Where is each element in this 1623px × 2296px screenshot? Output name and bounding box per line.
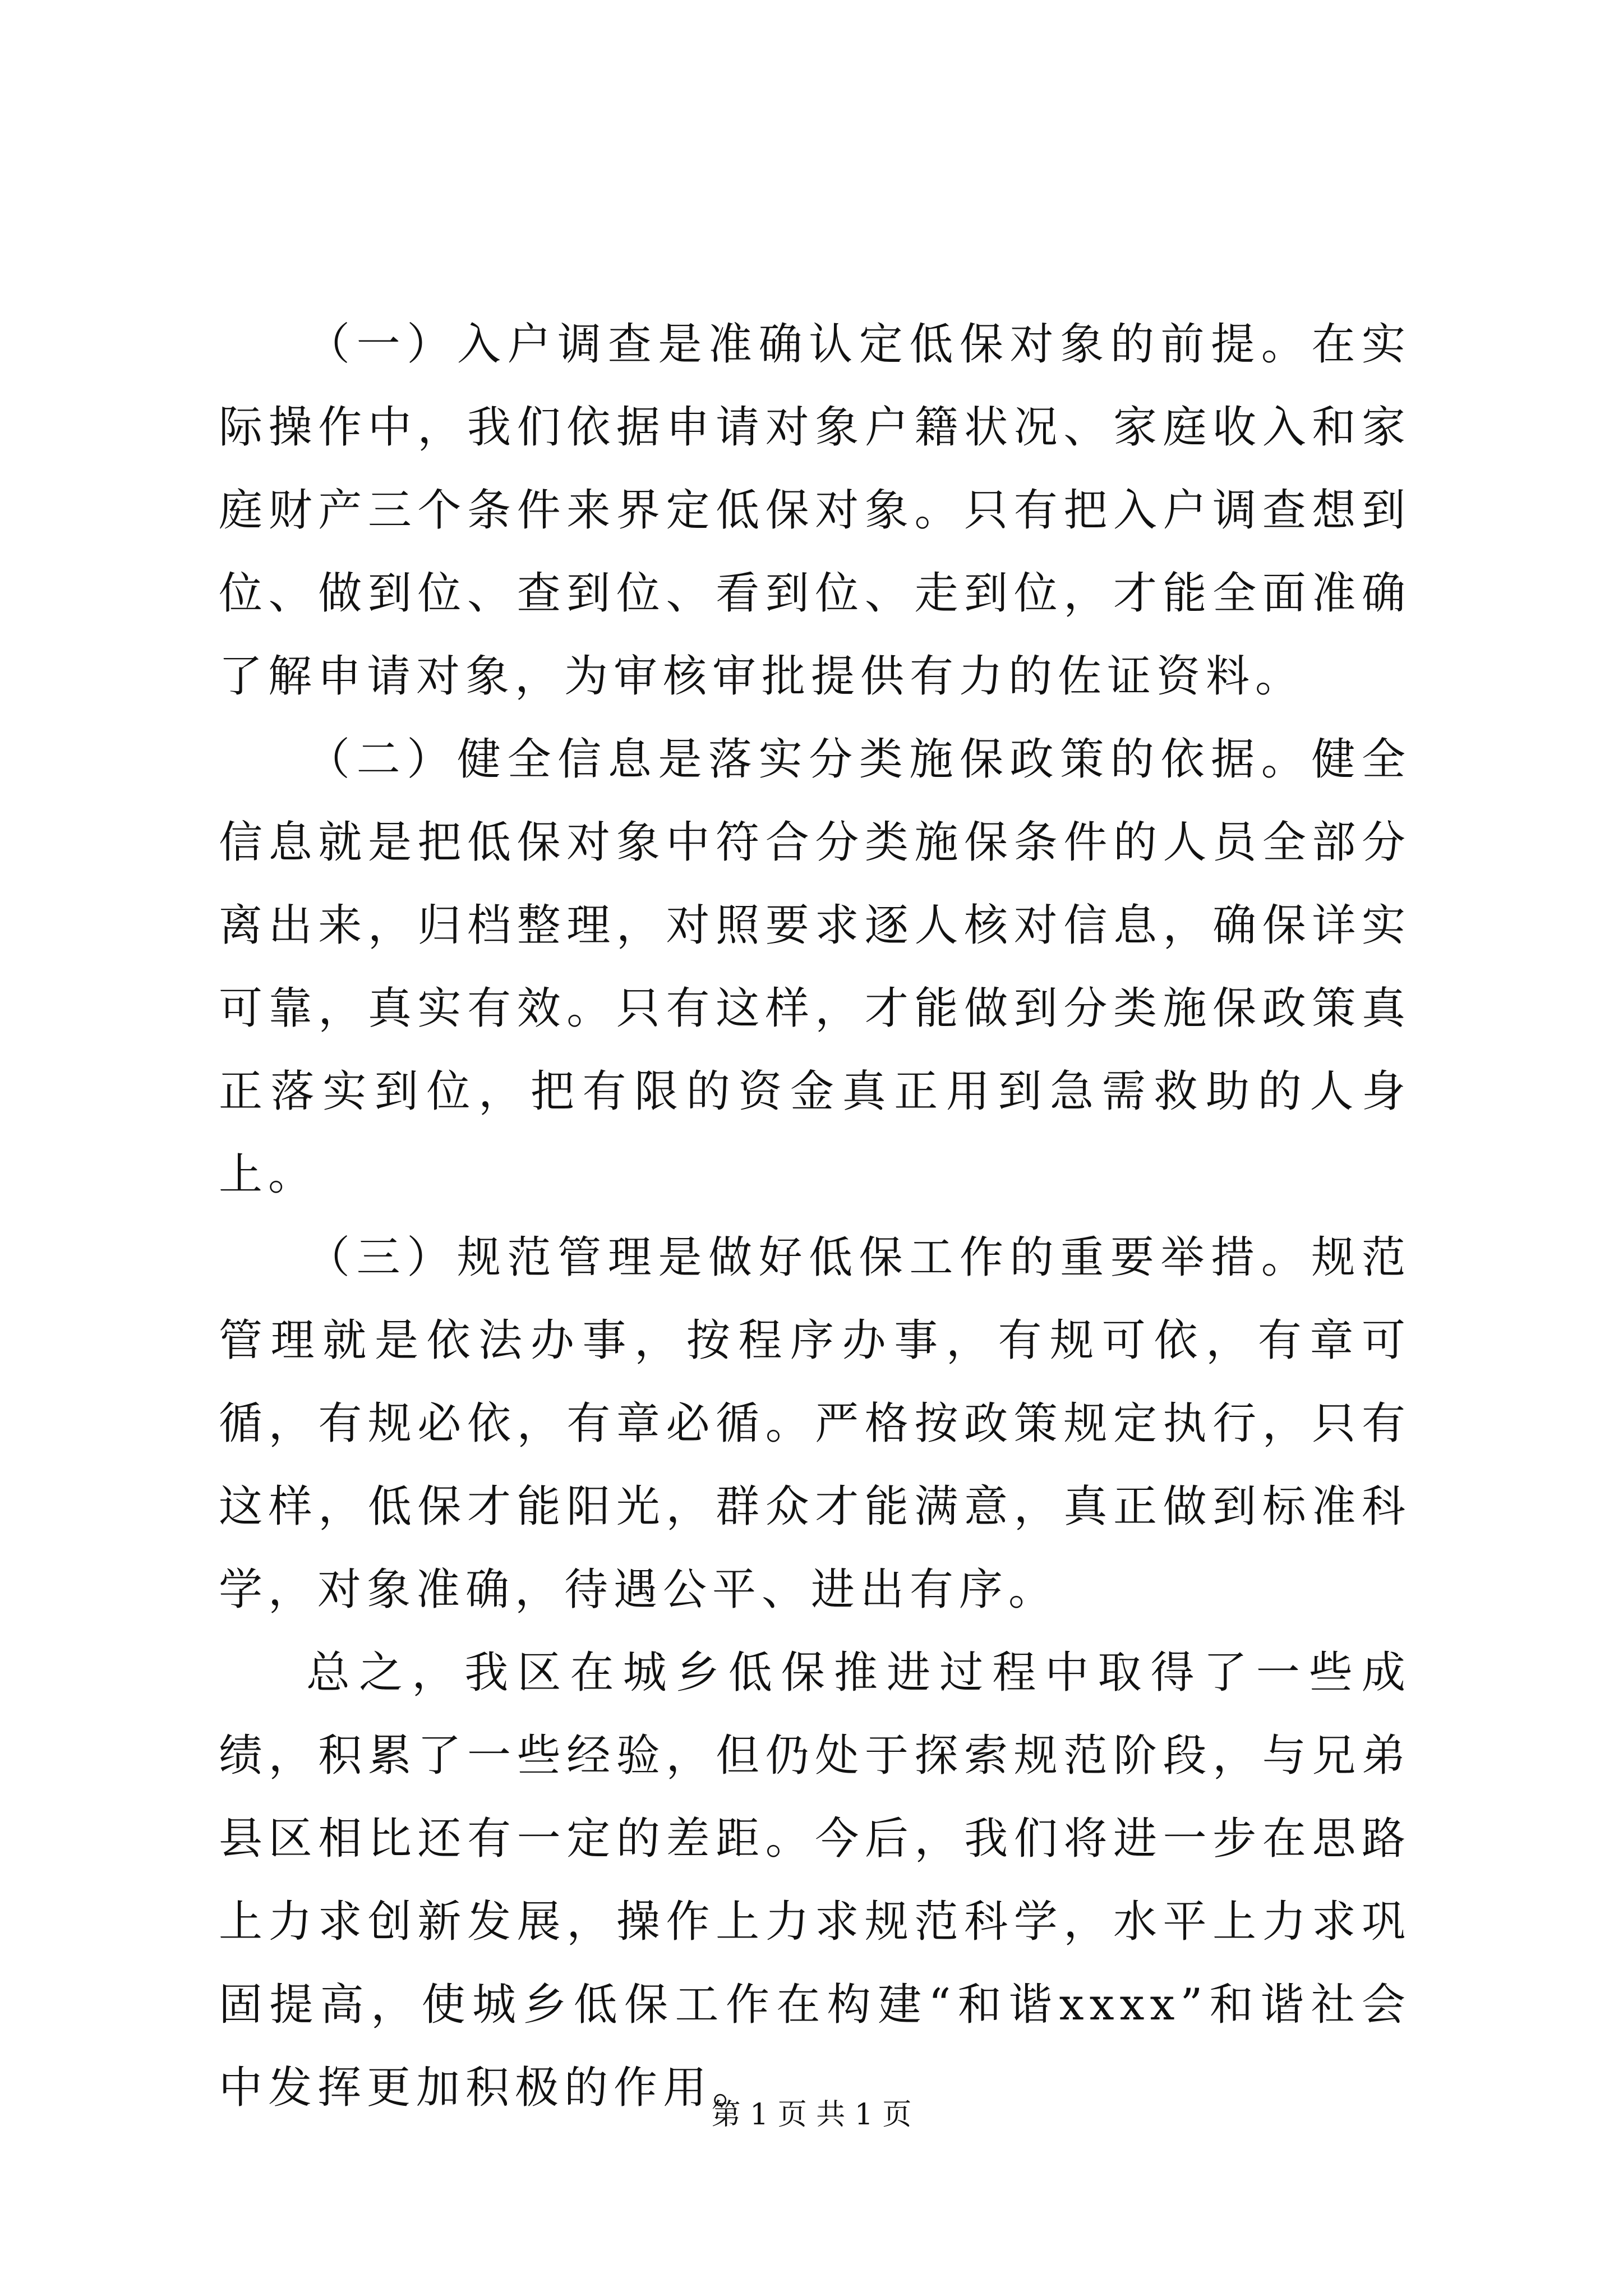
document-body [219,303,1411,2129]
paragraph-3: （三）规范管理是做好低保工作的重要举措。规范管理就是依法办事，按程序办事，有规可依，有章可循，有规必依，有章必循。严格按政策规定执行，只有这样，低保才能阳光，群众才能满意，真正做到标准科学，对象准确，待遇公平、进出有序。 [219,1232,1411,1615]
paragraph-2: （二）健全信息是落实分类施保政策的依据。健全信息就是把低保对象中符合分类施保条件的人员全部分离出来，归档整理，对照要求逐人核对信息，确保详实可靠，真实有效。只有这样，才能做到分类施保政策真正落实到位，把有限的资金真正用到急需救助的人身上。 [219,734,1411,1200]
paragraph-1: （一）入户调查是准确认定低保对象的前提。在实际操作中，我们依据申请对象户籍状况、家庭收入和家庭财产三个条件来界定低保对象。只有把入户调查想到位、做到位、查到位、看到位、走到位，才能全面准确了解申请对象，为审核审批提供有力的佐证资料。 [219,319,1411,702]
paragraph-4: 总之，我区在城乡低保推进过程中取得了一些成绩，积累了一些经验，但仍处于探索规范阶段，与兄弟县区相比还有一定的差距。今后，我们将进一步在思路上力求创新发展，操作上力求规范科学，水平上力求巩固提高，使城乡低保工作在构建“和谐xxxx”和谐社会中发挥更加积极的作用。 [219,1648,1411,2113]
page-number-footer: 第 1 页 共 1 页 [711,2098,912,2132]
